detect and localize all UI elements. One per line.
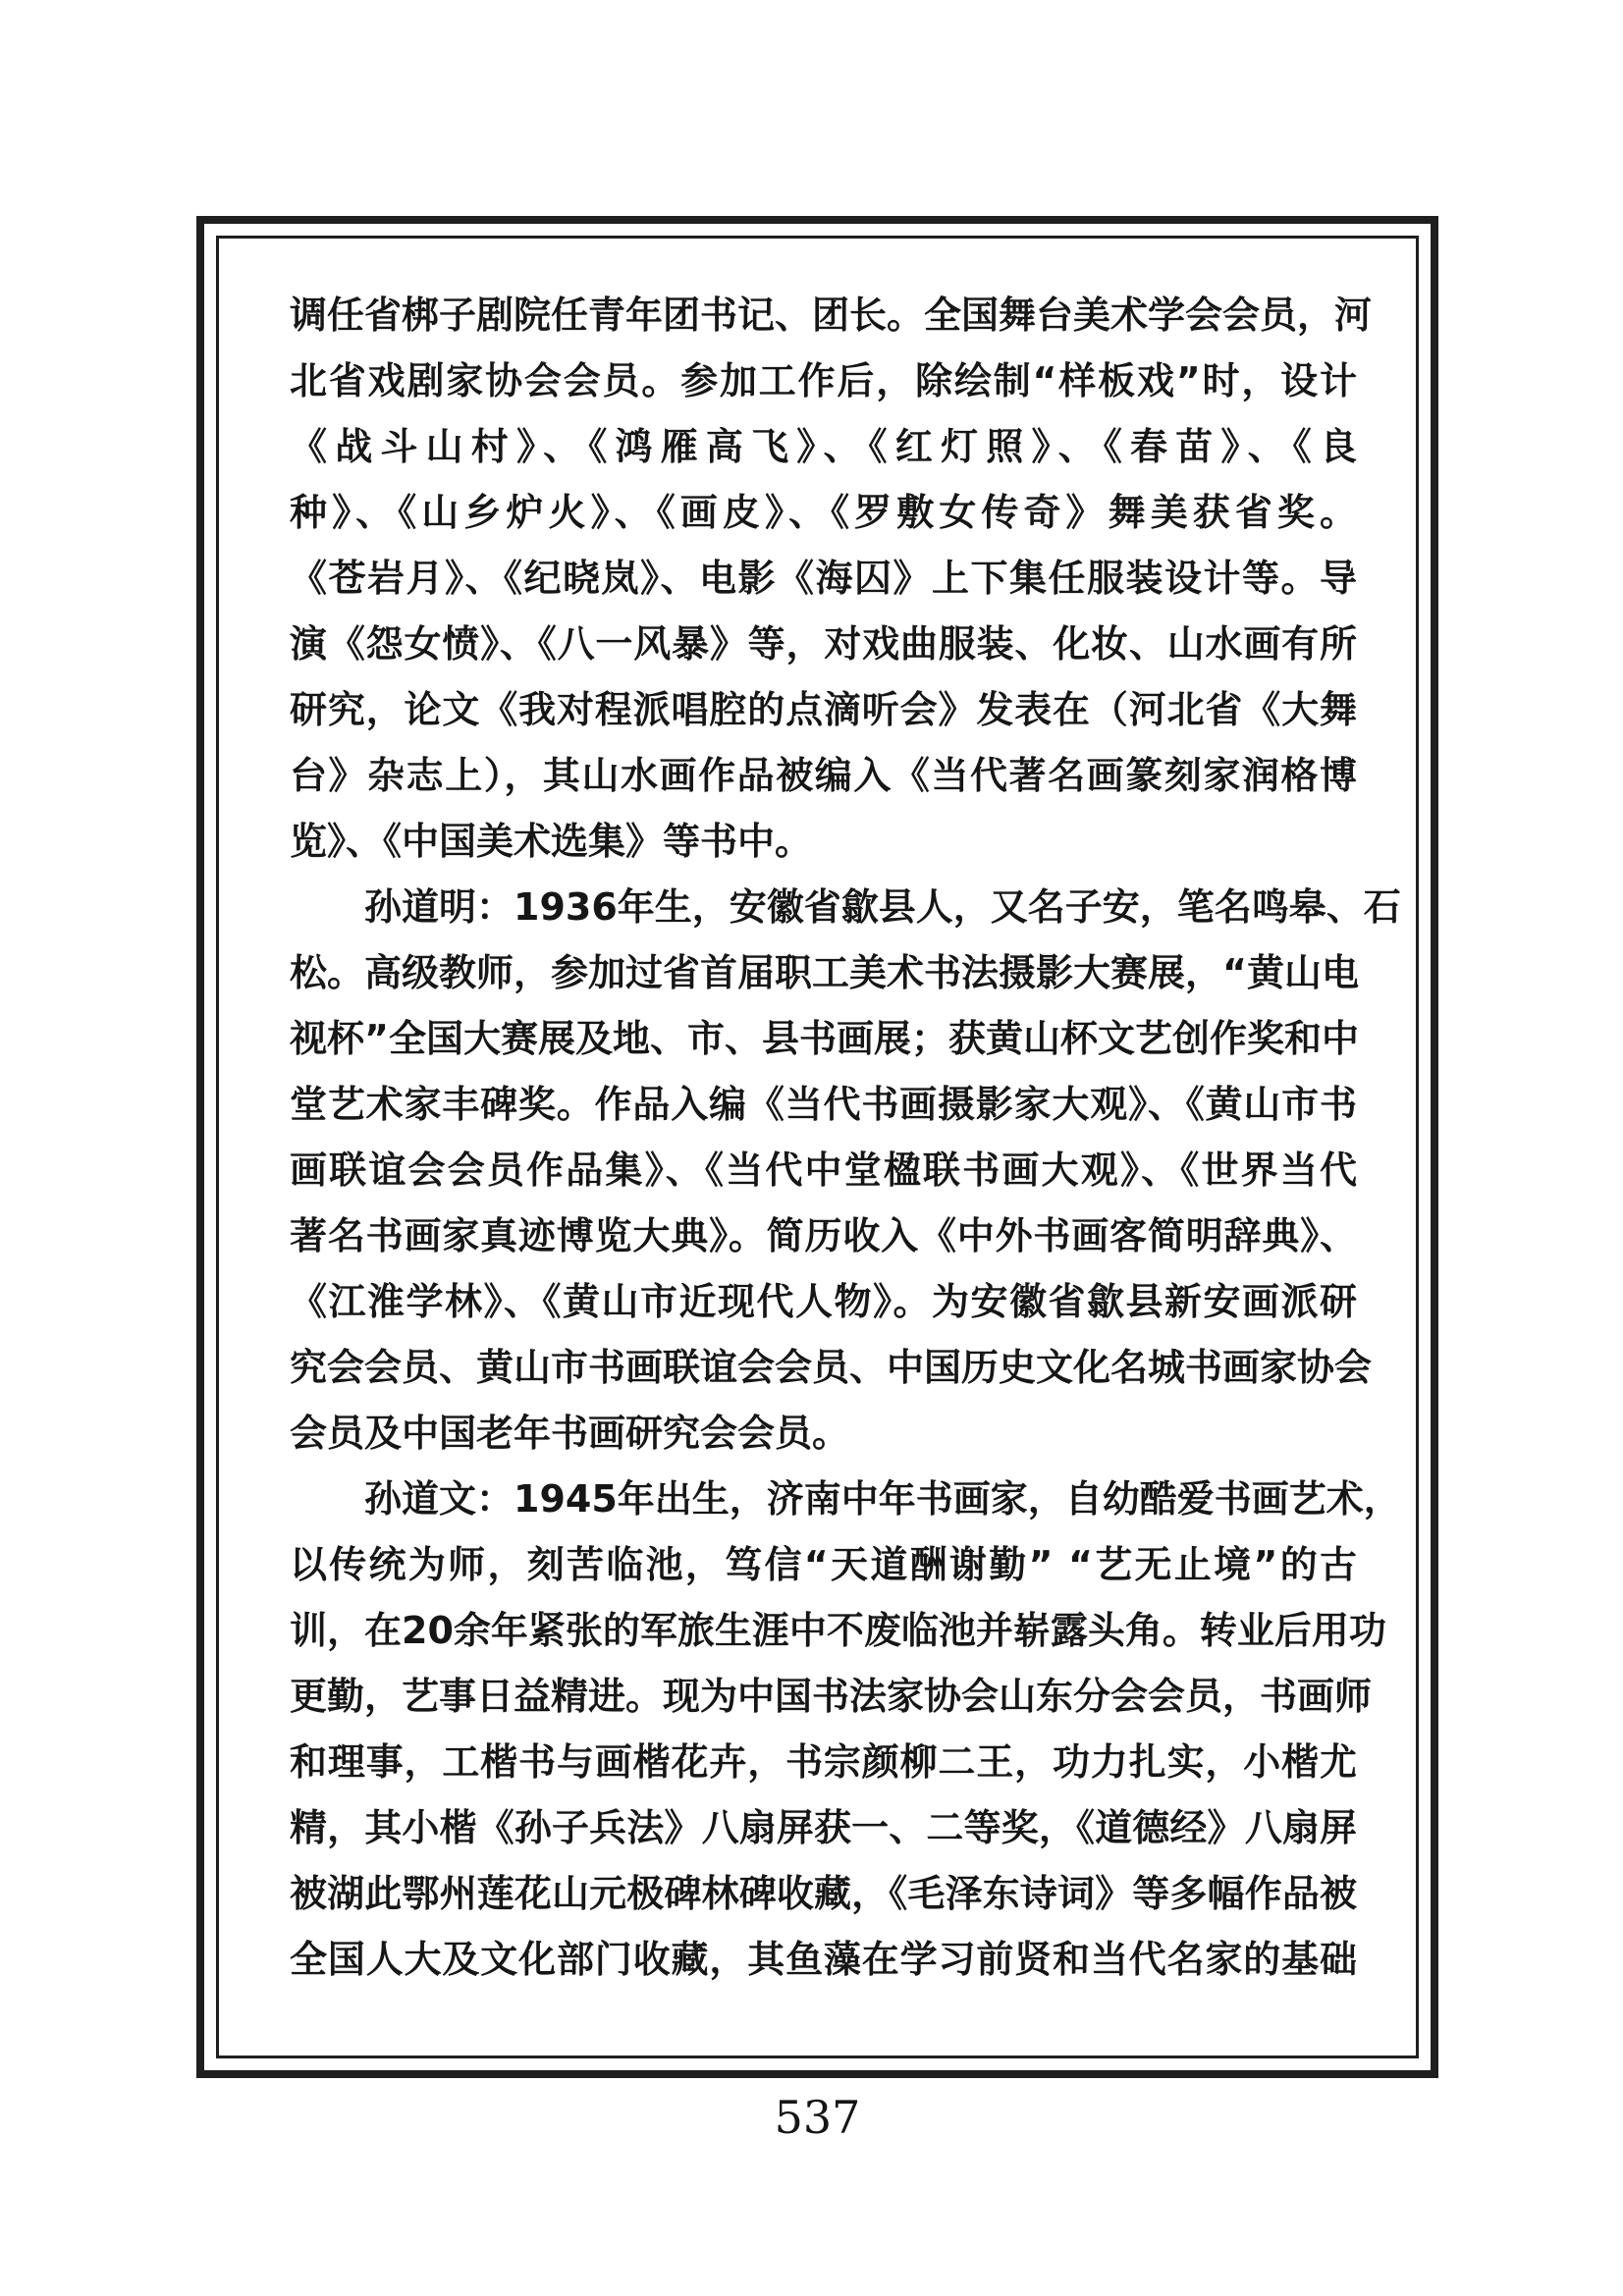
text-line: 堂艺术家丰碑奖。作品入编《当代书画摄影家大观》、《黄山市书 bbox=[290, 1083, 1357, 1126]
text-line: 研究，论文《我对程派唱腔的点滴听会》发表在（河北省《大舞 bbox=[290, 688, 1357, 731]
text-line: 会员及中国老年书画研究会会员。 bbox=[290, 1412, 850, 1455]
text-line: 视杯”全国大赛展及地、市、县书画展；获黄山杯文艺创作奖和中 bbox=[290, 1017, 1359, 1060]
text-line: 演《怨女愤》、《八一风暴》等，对戏曲服装、化妆、山水画有所 bbox=[290, 622, 1357, 666]
text-line: 《江淮学林》、《黄山市近现代人物》。为安徽省歙县新安画派研 bbox=[290, 1280, 1357, 1323]
text-line: 览》、《中国美术选集》等书中。 bbox=[290, 820, 813, 863]
text-line: 《战斗山村》、《鸿雁高飞》、《红灯照》、《春苗》、《良 bbox=[290, 425, 1357, 468]
page-outer-border bbox=[196, 216, 1438, 2078]
page-inner-border bbox=[216, 236, 1419, 2058]
text-line: 松。高级教师，参加过省首届职工美术书法摄影大赛展，“黄山电 bbox=[290, 951, 1359, 994]
text-line: 孙道文：1945年出生，济南中年书画家，自幼酷爱书画艺术， bbox=[364, 1477, 1401, 1521]
text-line: 训，在20余年紧张的军旅生涯中不废临池并崭露头角。转业后用功 bbox=[290, 1609, 1386, 1652]
body-text bbox=[219, 239, 1416, 2056]
text-line: 台》杂志上），其山水画作品被编入《当代著名画篆刻家润格博 bbox=[290, 754, 1357, 797]
text-line: 著名书画家真迹博览大典》。简历收入《中外书画客简明辞典》、 bbox=[290, 1214, 1357, 1257]
text-line: 种》、《山乡炉火》、《画皮》、《罗敷女传奇》舞美获省奖。 bbox=[290, 491, 1357, 534]
text-line: 以传统为师，刻苦临池，笃信“天道酬谢勤” “艺无止境”的古 bbox=[290, 1543, 1357, 1586]
text-line: 被湖此鄂州莲花山元极碑林碑收藏，《毛泽东诗词》等多幅作品被 bbox=[290, 1872, 1357, 1915]
text-line: 《苍岩月》、《纪晓岚》、电影《海囚》上下集任服装设计等。导 bbox=[290, 557, 1357, 600]
text-line: 孙道明：1936年生，安徽省歙县人，又名子安，笔名鸣皋、石 bbox=[364, 885, 1401, 929]
text-line: 究会会员、黄山市书画联谊会会员、中国历史文化名城书画家协会 bbox=[290, 1346, 1373, 1389]
text-line: 调任省梆子剧院任青年团书记、团长。全国舞台美术学会会员，河 bbox=[290, 294, 1373, 337]
text-line: 全国人大及文化部门收藏，其鱼藻在学习前贤和当代名家的基础 bbox=[290, 1938, 1357, 1981]
text-line: 更勤，艺事日益精进。现为中国书法家协会山东分会会员，书画师 bbox=[290, 1675, 1373, 1718]
text-line: 和理事，工楷书与画楷花卉，书宗颜柳二王，功力扎实，小楷尤 bbox=[290, 1740, 1357, 1784]
page-number: 537 bbox=[774, 2091, 861, 2144]
text-line: 北省戏剧家协会会员。参加工作后，除绘制“样板戏”时，设计 bbox=[290, 359, 1357, 402]
text-line: 精，其小楷《孙子兵法》八扇屏获一、二等奖，《道德经》八扇屏 bbox=[290, 1806, 1357, 1849]
text-line: 画联谊会会员作品集》、《当代中堂楹联书画大观》、《世界当代 bbox=[290, 1148, 1357, 1192]
